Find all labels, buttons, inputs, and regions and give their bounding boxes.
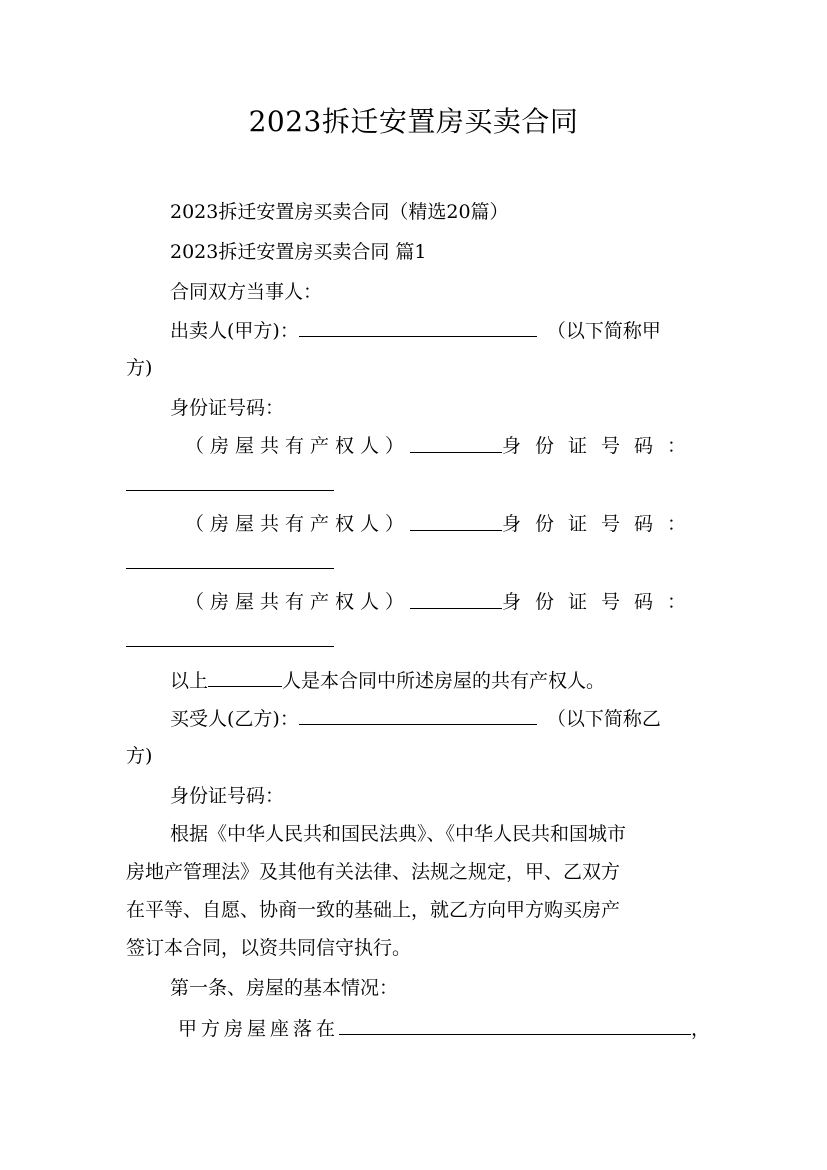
co-owner-id-blank[interactable]: [126, 550, 334, 569]
property-location-line: [178, 1016, 710, 1041]
co-owner-name-blank[interactable]: [410, 512, 502, 531]
property-location-label: 甲方房屋座落在: [178, 1018, 340, 1040]
property-location-comma: ，: [691, 1018, 711, 1040]
co-owner-line-2: [185, 512, 700, 536]
seller-abbrev: （以下简称甲: [546, 320, 661, 342]
seller-name-blank[interactable]: [299, 318, 537, 337]
seller-line: [170, 318, 661, 343]
seller-label: 出卖人(甲方)：: [170, 320, 299, 342]
co-owner-line-1: [185, 434, 700, 458]
co-owner-id-label: 身份证号码：: [501, 435, 700, 457]
legal-basis-line-4: 签订本合同，以资共同信守执行。: [126, 937, 412, 959]
co-owner-id-blank-line-1: [126, 472, 334, 497]
co-owner-label: （房屋共有产权人）: [185, 591, 411, 613]
co-owner-id-blank[interactable]: [126, 628, 334, 647]
subtitle-line: 2023拆迁安置房买卖合同（精选20篇）: [170, 201, 509, 223]
co-owner-label: （房屋共有产权人）: [185, 435, 411, 457]
co-owner-id-blank-line-2: [126, 550, 334, 575]
co-owner-id-blank-line-3: [126, 628, 334, 653]
seller-id-label: 身份证号码：: [170, 397, 285, 419]
co-owner-count-prefix: 以上: [170, 670, 209, 692]
buyer-label: 买受人(乙方)：: [170, 708, 299, 730]
property-location-blank[interactable]: [339, 1016, 691, 1035]
article-1-heading: 第一条、房屋的基本情况：: [170, 977, 399, 999]
legal-basis-line-3: 在平等、自愿、协商一致的基础上，就乙方向甲方购买房产: [126, 899, 621, 921]
parties-heading: 合同双方当事人：: [170, 281, 323, 303]
co-owner-count-suffix: 人是本合同中所述房屋的共有产权人。: [282, 670, 606, 692]
co-owner-id-blank[interactable]: [126, 472, 334, 491]
co-owner-count-line: [170, 668, 605, 693]
co-owner-label: （房屋共有产权人）: [185, 513, 411, 535]
buyer-id-label: 身份证号码：: [170, 785, 285, 807]
legal-basis-line-2: 房地产管理法》及其他有关法律、法规之规定，甲、乙双方: [126, 861, 621, 883]
buyer-name-blank[interactable]: [299, 706, 537, 725]
document-title: 2023拆迁安置房买卖合同: [248, 105, 579, 138]
seller-line-cont: 方): [126, 357, 153, 379]
co-owner-id-label: 身份证号码：: [501, 591, 700, 613]
co-owner-line-3: [185, 590, 700, 614]
co-owner-id-label: 身份证号码：: [501, 513, 700, 535]
co-owner-count-blank[interactable]: [208, 668, 282, 687]
co-owner-name-blank[interactable]: [410, 590, 502, 609]
section-heading: 2023拆迁安置房买卖合同 篇1: [170, 241, 427, 263]
buyer-line-cont: 方): [126, 745, 153, 767]
buyer-abbrev: （以下简称乙: [546, 708, 661, 730]
buyer-line: [170, 706, 661, 731]
co-owner-name-blank[interactable]: [410, 434, 502, 453]
legal-basis-line-1: 根据《中华人民共和国民法典》、《中华人民共和国城市: [170, 823, 627, 845]
